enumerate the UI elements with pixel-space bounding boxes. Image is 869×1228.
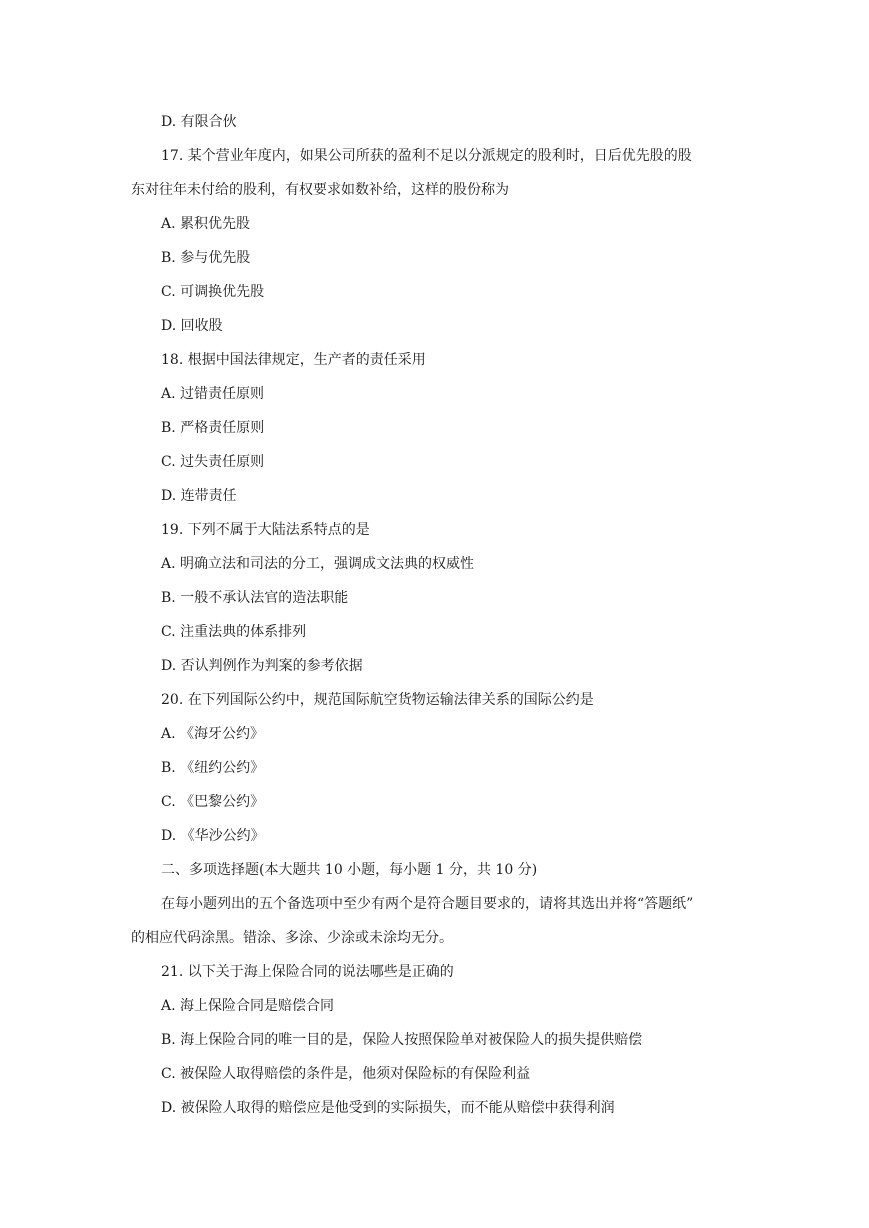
question-19: 19. 下列不属于大陆法系特点的是 xyxy=(161,522,370,538)
option-b-20: B. 《纽约公约》 xyxy=(161,760,265,776)
option-d-19: D. 否认判例作为判案的参考依据 xyxy=(161,658,363,674)
question-21: 21. 以下关于海上保险合同的说法哪些是正确的 xyxy=(161,964,454,980)
option-c-17: C. 可调换优先股 xyxy=(161,284,265,300)
question-17-line-2: 东对往年未付给的股利，有权要求如数补给，这样的股份称为 xyxy=(131,182,509,198)
option-d-20: D. 《华沙公约》 xyxy=(161,828,265,844)
option-a-19: A. 明确立法和司法的分工，强调成文法典的权威性 xyxy=(161,556,475,572)
option-d-21: D. 被保险人取得的赔偿应是他受到的实际损失，而不能从赔偿中获得利润 xyxy=(161,1100,615,1116)
option-b-21: B. 海上保险合同的唯一目的是，保险人按照保险单对被保险人的损失提供赔偿 xyxy=(161,1032,643,1048)
option-d-17: D. 回收股 xyxy=(161,318,223,334)
option-c-21: C. 被保险人取得赔偿的条件是，他须对保险标的有保险利益 xyxy=(161,1066,531,1082)
option-c-20: C. 《巴黎公约》 xyxy=(161,794,265,810)
section-2-instructions-line-2: 的相应代码涂黑。错涂、多涂、少涂或未涂均无分。 xyxy=(131,930,453,946)
option-c-19: C. 注重法典的体系排列 xyxy=(161,624,307,640)
option-a-21: A. 海上保险合同是赔偿合同 xyxy=(161,998,335,1014)
option-a-18: A. 过错责任原则 xyxy=(161,386,265,402)
option-b-18: B. 严格责任原则 xyxy=(161,420,265,436)
section-2-heading: 二、多项选择题(本大题共 10 小题，每小题 1 分，共 10 分) xyxy=(161,862,538,878)
option-b-17: B. 参与优先股 xyxy=(161,250,251,266)
question-18: 18. 根据中国法律规定，生产者的责任采用 xyxy=(161,352,426,368)
question-20: 20. 在下列国际公约中，规范国际航空货物运输法律关系的国际公约是 xyxy=(161,692,594,708)
option-a-17: A. 累积优先股 xyxy=(161,216,251,232)
option-b-19: B. 一般不承认法官的造法职能 xyxy=(161,590,349,606)
option-c-18: C. 过失责任原则 xyxy=(161,454,265,470)
option-d-16: D. 有限合伙 xyxy=(161,114,237,130)
option-a-20: A. 《海牙公约》 xyxy=(161,726,265,742)
section-2-instructions-line-1: 在每小题列出的五个备选项中至少有两个是符合题目要求的，请将其选出并将“答题纸” xyxy=(161,896,694,912)
question-17-line-1: 17. 某个营业年度内，如果公司所获的盈利不足以分派规定的股利时，日后优先股的股 xyxy=(161,148,692,164)
option-d-18: D. 连带责任 xyxy=(161,488,237,504)
